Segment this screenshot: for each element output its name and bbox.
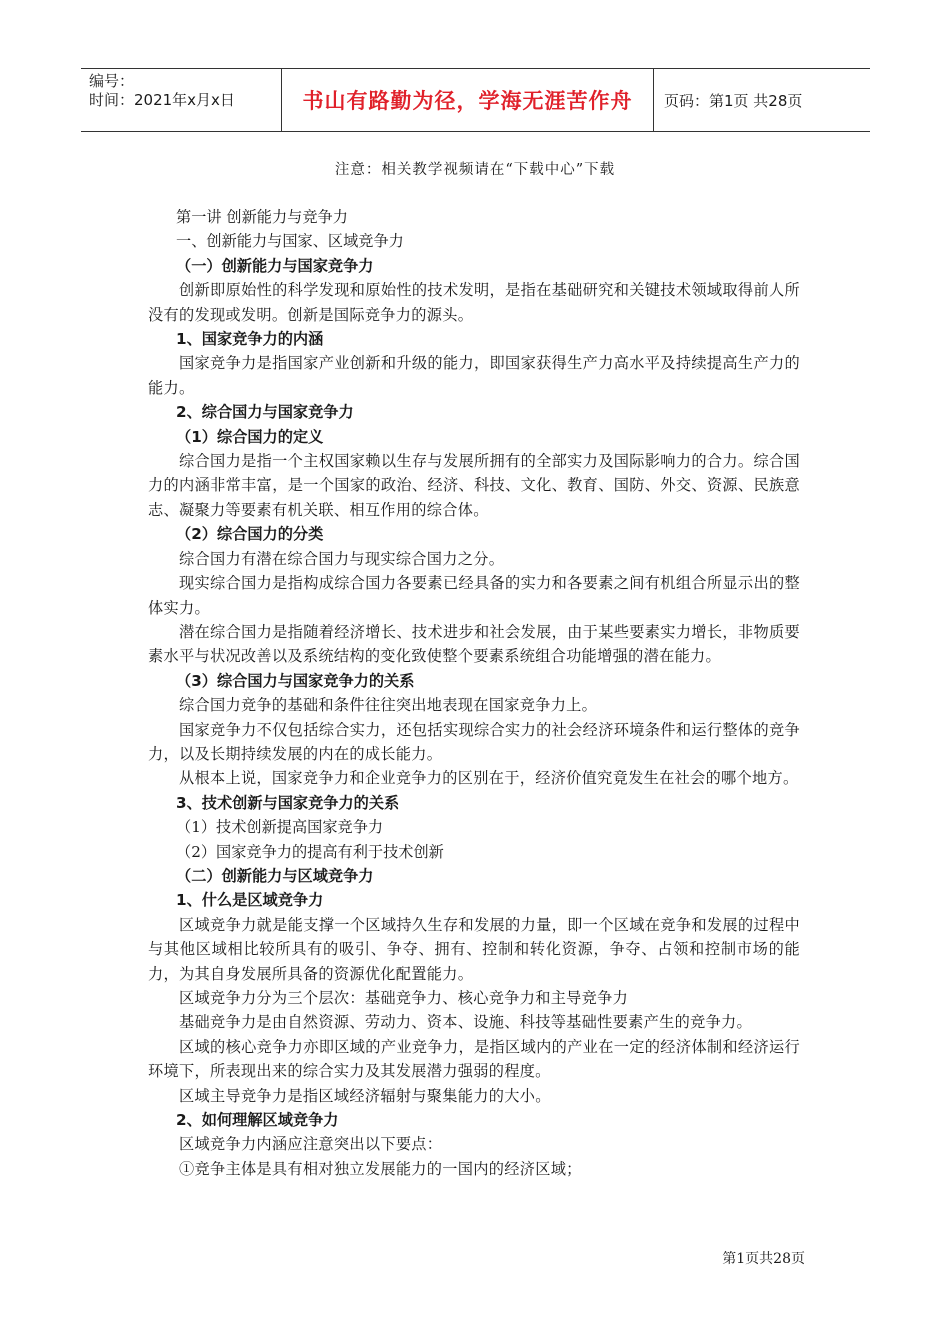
body-paragraph: 区域竞争力内涵应注意突出以下要点： [179,1135,443,1154]
body-paragraph: （1）技术创新提高国家竞争力 [176,818,384,837]
header-page-info: 页码：第1页 共28页 [664,91,803,110]
body-paragraph: （2）国家竞争力的提高有利于技术创新 [176,842,444,861]
section-heading: 1、什么是区域竞争力 [176,891,324,910]
section-heading: （一）创新能力与国家竞争力 [176,256,374,275]
page-footer: 第1页共28页 [722,1251,805,1267]
section-heading: （3）综合国力与国家竞争力的关系 [176,671,415,690]
section-heading: （2）综合国力的分类 [176,525,324,544]
body-paragraph: 国家竞争力不仅包括综合实力，还包括实现综合实力的社会经济环境条件和运行整体的竞争力，以及长期持续发展的内在的成长能力。 [148,720,800,763]
body-paragraph: 综合国力竞争的基础和条件往往突出地表现在国家竞争力上。 [179,696,598,715]
document-date: 时间：2021年x月x日 [89,91,235,109]
body-paragraph: 区域竞争力分为三个层次：基础竞争力、核心竞争力和主导竞争力 [179,989,629,1007]
section-heading: （二）创新能力与区域竞争力 [176,866,374,885]
body-paragraph: 第一讲 创新能力与竞争力 [176,208,348,226]
body-paragraph: 一、创新能力与国家、区域竞争力 [176,232,404,251]
body-paragraph: 现实综合国力是指构成综合国力各要素已经具备的实力和各要素之间有机组合所显示出的整体实力。 [148,574,800,617]
header-meta [81,69,282,131]
body-paragraph: 基础竞争力是由自然资源、劳动力、资本、设施、科技等基础性要素产生的竞争力。 [179,1013,753,1032]
body-paragraph: 综合国力有潜在综合国力与现实综合国力之分。 [179,549,505,568]
section-heading: 1、国家竞争力的内涵 [176,330,324,349]
body-paragraph: 综合国力是指一个主权国家赖以生存与发展所拥有的全部实力及国际影响力的合力。综合国力的内涵非常丰富，是一个国家的政治、经济、科技、文化、教育、国防、外交、资源、民族意志、凝聚力等要素有机关联、相互作用的综合体。 [148,452,800,519]
body-paragraph: 区域的核心竞争力亦即区域的产业竞争力，是指区域内的产业在一定的经济体制和经济运行环境下，所表现出来的综合实力及其发展潜力强弱的程度。 [148,1037,800,1081]
section-heading: 2、如何理解区域竞争力 [176,1111,339,1130]
body-paragraph: ①竞争主体是具有相对独立发展能力的一国内的经济区域； [179,1159,582,1178]
document-body [148,205,800,1181]
body-paragraph: 国家竞争力是指国家产业创新和升级的能力，即国家获得生产力高水平及持续提高生产力的能力。 [148,354,800,397]
body-paragraph: 从根本上说，国家竞争力和企业竞争力的区别在于，经济价值究竟发生在社会的哪个地方。 [179,769,799,788]
body-paragraph: 创新即原始性的科学发现和原始性的技术发明，是指在基础研究和关键技术领域取得前人所没有的发现或发明。创新是国际竞争力的源头。 [148,281,800,324]
section-heading: 3、技术创新与国家竞争力的关系 [176,793,400,812]
header-motto: 书山有路勤为径，学海无涯苦作舟 [282,69,654,131]
section-heading: （1）综合国力的定义 [176,427,324,446]
body-paragraph: 潜在综合国力是指随着经济增长、技术进步和社会发展，由于某些要素实力增长，非物质要素水平与状况改善以及系统结构的变化致使整个要素系统组合功能增强的潜在能力。 [148,622,800,666]
section-heading: 2、综合国力与国家竞争力 [176,403,354,422]
body-paragraph: 区域主导竞争力是指区域经济辐射与聚集能力的大小。 [179,1086,551,1105]
download-note: 注意：相关教学视频请在“下载中心”下载 [334,162,616,178]
document-number-label: 编号： [89,72,135,90]
body-paragraph: 区域竞争力就是能支撑一个区域持久生存和发展的力量，即一个区域在竞争和发展的过程中与其他区域相比较所具有的吸引、争夺、拥有、控制和转化资源，争夺、占领和控制市场的能力，为其自身发展所具备的资源优化配置能力。 [148,915,800,983]
page-header [81,68,870,132]
